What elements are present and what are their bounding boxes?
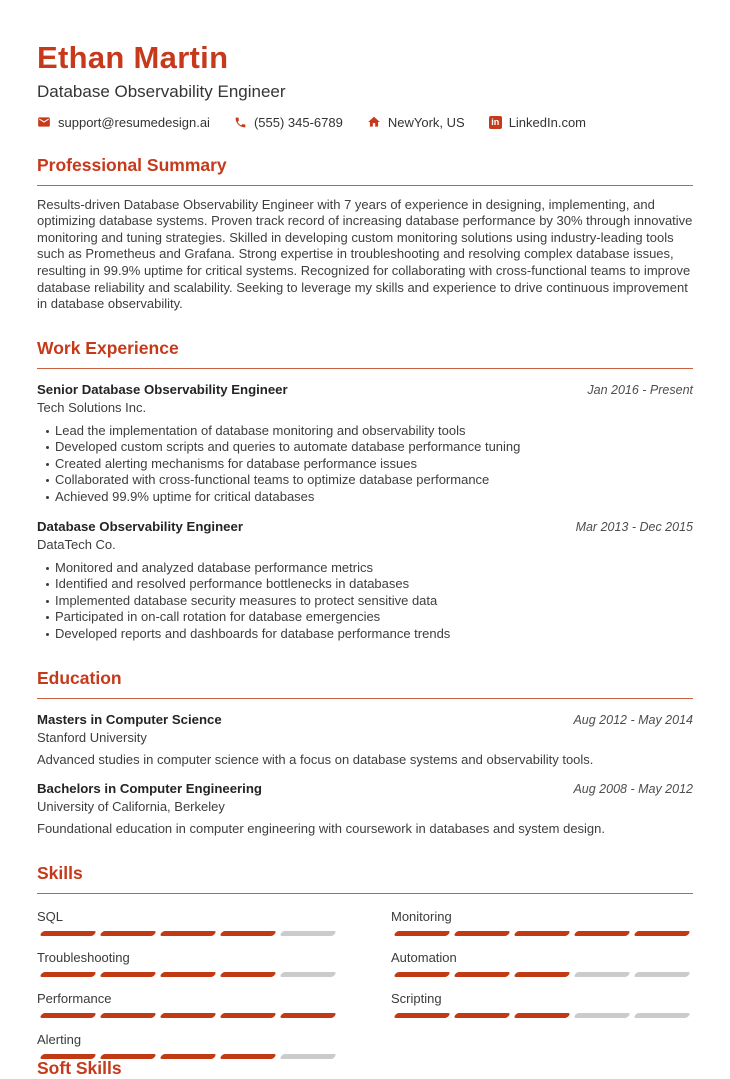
degree-title: Masters in Computer Science [37, 711, 222, 727]
school-name: University of California, Berkeley [37, 799, 225, 815]
education-dates: Aug 2012 - May 2014 [573, 712, 693, 727]
job-bullet-list [37, 560, 693, 643]
skill-bar-segment [99, 931, 157, 936]
skill-bar-segment [513, 931, 571, 936]
skill-bar-segment [573, 972, 631, 977]
skill-name: Automation [391, 949, 457, 965]
skills-heading: Skills [37, 863, 693, 894]
job-bullet: Identified and resolved performance bottlenecks in databases [37, 576, 693, 593]
linkedin-icon: in [489, 116, 502, 129]
skill-bar-segment [219, 972, 277, 977]
skill-level-bar [391, 972, 693, 977]
summary-heading: Professional Summary [37, 155, 693, 186]
skills-column-right [391, 895, 693, 1059]
job-title: Database Observability Engineer [37, 518, 243, 534]
education-entry [37, 712, 693, 769]
degree-title: Bachelors in Computer Engineering [37, 781, 262, 797]
school-name: Stanford University [37, 729, 147, 745]
education-list [37, 712, 693, 838]
contact-item [489, 115, 586, 130]
job-entry [37, 382, 693, 506]
skill-name: SQL [37, 908, 64, 924]
skill-level-bar [37, 972, 339, 977]
education-dates: Aug 2008 - May 2012 [573, 782, 693, 797]
contact-item [234, 115, 343, 130]
education-heading: Education [37, 668, 693, 699]
skill-bar-segment [279, 972, 337, 977]
skill-bar-segment [39, 972, 97, 977]
skill-name: Scripting [391, 990, 442, 1006]
skill-name: Monitoring [391, 908, 452, 924]
job-bullet: Lead the implementation of database monitoring and observability tools [37, 423, 693, 440]
education-entry [37, 781, 693, 838]
skill-bar-segment [633, 931, 691, 936]
person-job-title: Database Observability Engineer [37, 81, 286, 101]
skill-bar-segment [513, 972, 571, 977]
skill-level-bar [37, 931, 339, 936]
job-company: DataTech Co. [37, 536, 116, 552]
job-header [37, 382, 693, 397]
skill-level-bar [37, 1013, 339, 1018]
skill-bar-segment [39, 931, 97, 936]
section-soft-skills [37, 1058, 693, 1079]
skill-row [37, 991, 339, 1018]
skill-bar-segment [453, 972, 511, 977]
resume-page [0, 40, 730, 1078]
skill-row [391, 991, 693, 1018]
section-professional-summary [37, 155, 693, 313]
skill-bar-segment [393, 1013, 451, 1018]
job-bullet: Achieved 99.9% uptime for critical databases [37, 489, 693, 506]
skills-columns [37, 895, 693, 1059]
contact-text: support@resumedesign.ai [58, 114, 210, 130]
skill-name: Performance [37, 990, 112, 1006]
skill-bar-segment [39, 1013, 97, 1018]
contact-text: (555) 345-6789 [253, 114, 343, 130]
job-bullet: Developed custom scripts and queries to automate database performance tuning [37, 439, 693, 456]
skill-bar-segment [219, 931, 277, 936]
contact-item [367, 115, 465, 130]
skill-bar-segment [573, 1013, 631, 1018]
skill-name: Troubleshooting [37, 949, 130, 965]
skill-bar-segment [279, 1013, 337, 1018]
envelope-icon [37, 115, 51, 129]
skill-bar-segment [219, 1013, 277, 1018]
job-bullet: Participated in on-call rotation for database emergencies [37, 609, 693, 626]
skill-bar-segment [453, 1013, 511, 1018]
skill-level-bar [391, 1013, 693, 1018]
skill-bar-segment [159, 1013, 217, 1018]
skill-bar-segment [393, 931, 451, 936]
skill-bar-segment [633, 972, 691, 977]
skill-bar-segment [453, 931, 511, 936]
education-description: Advanced studies in computer science with a focus on database systems and observability tools. [37, 751, 594, 767]
job-list [37, 382, 693, 643]
skill-row [37, 1032, 339, 1059]
section-work-experience [37, 338, 693, 643]
education-header [37, 781, 693, 796]
resume-header [37, 42, 693, 130]
summary-text: Results-driven Database Observability Engineer with 7 years of experience in designing, implementing, and optimizing database systems. Proven track record of increasing database performance by 30% through innovative monitoring and tuning strategies. Skilled in developing custom monitoring solutions using industry-leading tools such as Prometheus and Grafana. Strong expertise in troubleshooting and resolving complex database issues, resulting in 99.9% uptime for critical systems. Recognized for collaborating with cross-functional teams to improve database reliability and scalability. Seeking to leverage my skills and experience to drive continuous improvement in database observability. [37, 196, 693, 312]
skill-bar-segment [393, 972, 451, 977]
job-bullet: Collaborated with cross-functional teams to optimize database performance [37, 472, 693, 489]
skill-row [391, 950, 693, 977]
skill-bar-segment [159, 931, 217, 936]
skills-column-left [37, 895, 339, 1059]
skill-bar-segment [513, 1013, 571, 1018]
skill-row [37, 950, 339, 977]
education-description: Foundational education in computer engineering with coursework in databases and system design. [37, 821, 606, 837]
job-title: Senior Database Observability Engineer [37, 381, 288, 397]
job-bullet-list [37, 423, 693, 506]
job-entry [37, 519, 693, 643]
home-icon [367, 115, 381, 129]
job-dates: Mar 2013 - Dec 2015 [575, 519, 693, 534]
skill-bar-segment [99, 972, 157, 977]
contact-text: LinkedIn.com [508, 114, 587, 130]
skill-bar-segment [279, 931, 337, 936]
job-bullet: Implemented database security measures to protect sensitive data [37, 593, 693, 610]
job-bullet: Developed reports and dashboards for database performance trends [37, 626, 693, 643]
skill-bar-segment [99, 1013, 157, 1018]
soft-skills-heading: Soft Skills [37, 1058, 122, 1078]
job-header [37, 519, 693, 534]
job-company: Tech Solutions Inc. [37, 399, 147, 415]
person-name: Ethan Martin [37, 40, 229, 75]
contact-item [37, 115, 210, 130]
skill-level-bar [391, 931, 693, 936]
education-header [37, 712, 693, 727]
skill-bar-segment [159, 972, 217, 977]
phone-icon [234, 116, 247, 129]
job-bullet: Created alerting mechanisms for database performance issues [37, 456, 693, 473]
experience-heading: Work Experience [37, 338, 693, 369]
linkedin-icon [489, 116, 502, 129]
job-dates: Jan 2016 - Present [587, 382, 693, 397]
contact-row [37, 115, 693, 130]
skill-name: Alerting [37, 1031, 82, 1047]
skill-bar-segment [633, 1013, 691, 1018]
job-bullet: Monitored and analyzed database performance metrics [37, 560, 693, 577]
contact-text: NewYork, US [387, 114, 465, 130]
section-education [37, 668, 693, 838]
skill-bar-segment [573, 931, 631, 936]
skill-row [37, 909, 339, 936]
section-skills [37, 863, 693, 1059]
skill-row [391, 909, 693, 936]
